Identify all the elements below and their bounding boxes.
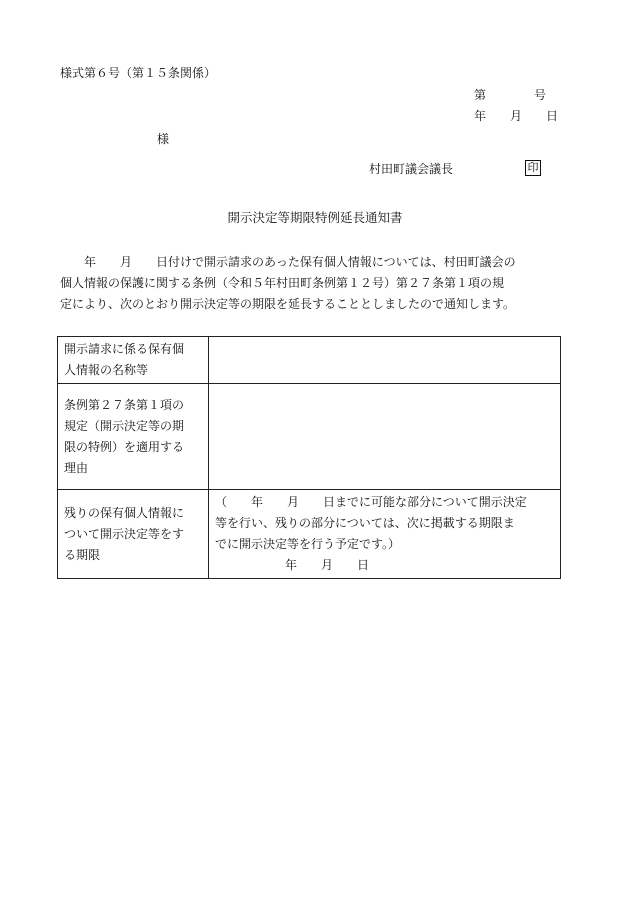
issue-date: 年 月 日 — [474, 109, 559, 123]
sender-name: 村田町議会議長 — [369, 162, 454, 176]
row-value-deadline: （ 年 月 日までに可能な部分について開示決定 等を行い、残りの部分については、次に掲載する期限ま でに開示決定等を行う予定です。） 年 月 日 — [209, 490, 561, 579]
deadline-date: 年 月 日 — [285, 558, 370, 572]
row-value-info-name — [209, 337, 561, 384]
row-label-deadline: 残りの保有個人情報に ついて開示決定等をす る期限 — [58, 490, 209, 579]
row-label-info-name: 開示請求に係る保有個 人情報の名称等 — [58, 337, 209, 384]
body-line: 年 月 日付けで開示請求のあった保有個人情報については、村田町議会の — [60, 255, 516, 269]
document-number: 第 号 — [474, 88, 547, 102]
seal-stamp: 印 — [525, 160, 541, 176]
document-title: 開示決定等期限特例延長通知書 — [227, 210, 403, 225]
form-number: 様式第６号（第１５条関係） — [60, 66, 217, 80]
table-row — [58, 384, 561, 490]
table-row — [58, 490, 561, 579]
table-row — [58, 337, 561, 384]
row-value-reason — [209, 384, 561, 490]
row-label-reason: 条例第２７条第１項の 規定（開示決定等の期 限の特例）を適用する 理由 — [58, 384, 209, 490]
body-line: 個人情報の保護に関する条例（令和５年村田町条例第１２号）第２７条第１項の規 — [60, 276, 505, 290]
notice-body — [60, 252, 575, 315]
info-table — [57, 336, 561, 579]
addressee: 様 — [157, 132, 170, 146]
body-line: 定により、次のとおり開示決定等の期限を延長することとしましたので通知します。 — [60, 297, 516, 311]
